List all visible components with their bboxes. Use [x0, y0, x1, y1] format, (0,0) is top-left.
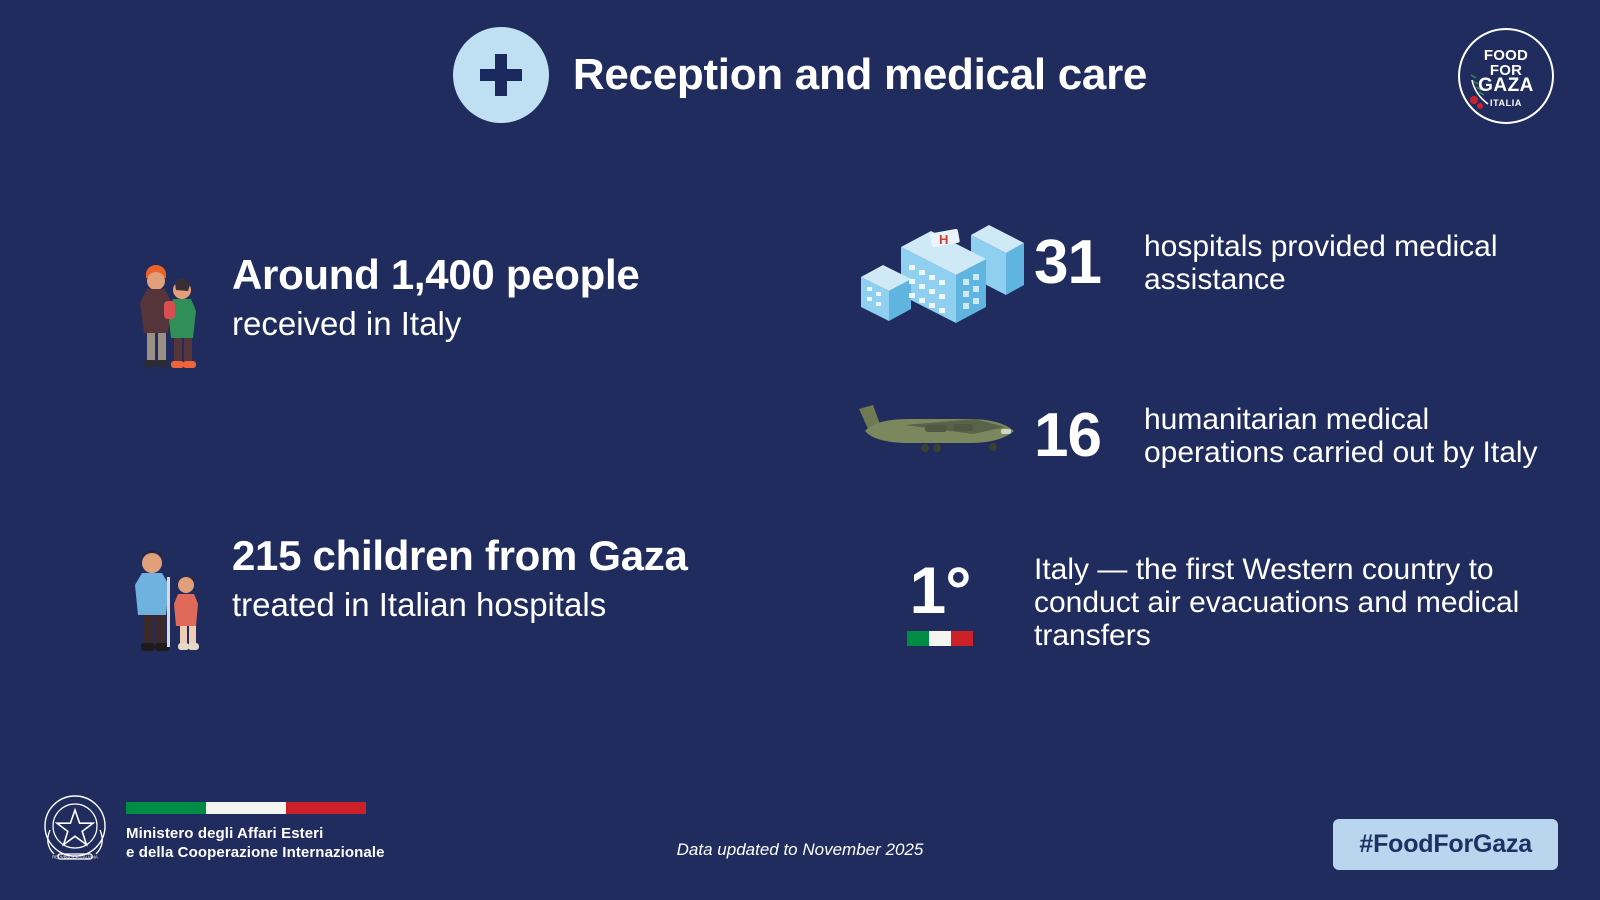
stat-first-label: Italy — the first Western country to conduct air evacuations and medical transfers: [1034, 552, 1520, 652]
logo-line-for: FOR: [1489, 62, 1523, 79]
ministry-name-line-1: Ministero degli Affari Esteri: [126, 825, 324, 842]
stat-hospitals-label: hospitals provided medical assistance: [1144, 229, 1498, 296]
header: [0, 30, 1600, 120]
hospital-building-icon: [850, 195, 1030, 330]
adult-and-child-icon: [110, 531, 220, 662]
data-updated-note: Data updated to November 2025: [676, 840, 924, 859]
food-for-gaza-logo: [1458, 28, 1558, 128]
stat-hospitals: [850, 195, 1570, 330]
ministry-name-line-2: e della Cooperazione Internazionale: [126, 844, 385, 861]
stat-children-treated: [110, 531, 840, 662]
logo-line-gaza: GAZA: [1478, 75, 1534, 96]
stat-children-treated-text: [220, 531, 688, 627]
stat-medical-operations-label: humanitarian medical operations carried out by Italy: [1144, 403, 1538, 469]
refugee-family-icon: [110, 250, 220, 381]
ministry-flag-bar: [126, 802, 366, 814]
page-title: Reception and medical care: [572, 50, 1148, 99]
logo-country: ITALIA: [1490, 98, 1522, 108]
svg-text:REPVBBLICA ITALIANA: REPVBBLICA ITALIANA: [52, 854, 98, 860]
logo-line-food: FOOD: [1483, 47, 1529, 64]
hashtag-badge: #FoodForGaza: [1333, 819, 1558, 870]
italian-flag-bar: [907, 631, 973, 646]
stat-headline: Around 1,400 people: [232, 251, 640, 298]
stat-people-received-text: [220, 250, 639, 346]
stat-medical-operations-number: 16: [1034, 401, 1101, 470]
stat-medical-operations: [850, 376, 1570, 496]
medical-cross-icon: [453, 27, 549, 123]
stat-headline: 215 children from Gaza: [232, 532, 688, 579]
stat-first-number: 1°: [909, 552, 971, 627]
stat-subline: treated in Italian hospitals: [232, 586, 607, 623]
left-statistics-column: [110, 250, 840, 812]
svg-text:H: H: [938, 232, 948, 247]
military-cargo-plane-icon: [850, 391, 1030, 481]
stat-hospitals-number: 31: [1034, 227, 1101, 297]
stat-subline: received in Italy: [232, 305, 462, 342]
right-statistics-column: [850, 195, 1570, 708]
first-place-icon: [850, 552, 1030, 646]
logo-wordmark: [1458, 47, 1554, 96]
stat-people-received: [110, 250, 840, 381]
stat-first-western-country: [850, 542, 1570, 662]
